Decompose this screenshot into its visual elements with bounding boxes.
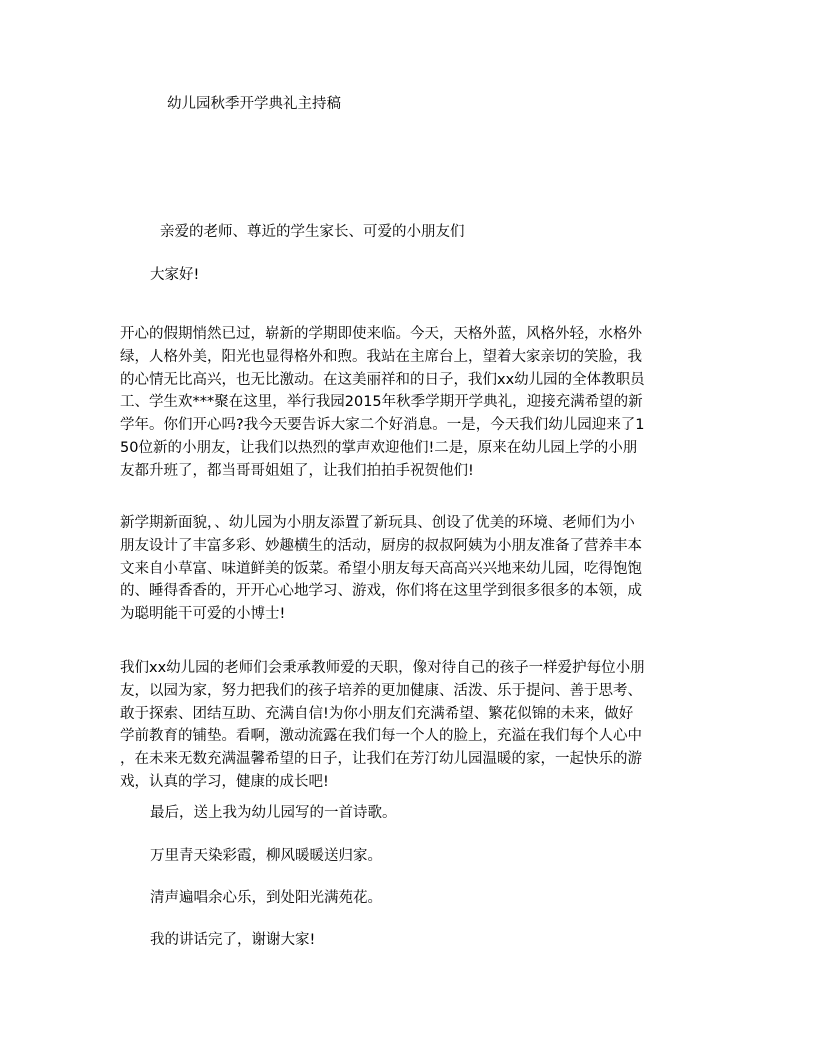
- paragraph-line: 绿，人格外美，阳光也显得格外和煦。我站在主席台上，望着大家亲切的笑脸，我: [120, 348, 642, 365]
- paragraph-line: 工、学生欢***聚在这里，举行我园2015年秋季学期开学典礼，迎接充满希望的新: [120, 394, 643, 411]
- poem-line: 万里青天染彩霞，柳风暖暖送归家。: [150, 848, 382, 864]
- paragraph-opening: [120, 323, 700, 483]
- paragraph-line: 朋友设计了丰富多彩、妙趣横生的活动，厨房的叔叔阿姨为小朋友准备了营养丰本: [120, 537, 642, 554]
- paragraph-line: 戏，认真的学习，健康的成长吧!: [120, 773, 329, 790]
- salutation: 亲爱的老师、尊近的学生家长、可爱的小朋友们: [160, 224, 465, 240]
- paragraph-line: 新学期新面貌，、幼儿园为小朋友添置了新玩具、创设了优美的环境、老师们为小: [120, 515, 635, 531]
- paragraph-line: 的心情无比高兴，也无比激动。在这美丽祥和的日子，我们xx幼儿园的全体教职员: [120, 371, 645, 388]
- greeting: 大家好!: [150, 267, 200, 283]
- paragraph-line: 文来自小草富、味道鲜美的饭菜。希望小朋友每天高高兴兴地来幼儿园，吃得饱饱: [120, 560, 642, 577]
- poem-line: 清声遍唱余心乐，到处阳光满苑花。: [150, 890, 382, 906]
- paragraph-line: 开心的假期悄然已过，崭新的学期即使来临。今天，天格外蓝，风格外轻，水格外: [120, 326, 642, 342]
- paragraph-new-term: [120, 512, 700, 626]
- paragraph-line: 敢于探索、团结互助、充满自信!为你小朋友们充满希望、繁花似锦的未来，做好: [120, 705, 634, 722]
- paragraph-line: 学前教育的铺垫。看啊，激动流露在我们每一个人的脸上，充溢在我们每个人心中: [120, 728, 642, 745]
- paragraph-line: 友，以园为家，努力把我们的孩子培养的更加健康、活泼、乐于提问、善于思考、: [120, 682, 642, 699]
- paragraph-line: 为聪明能干可爱的小博士!: [120, 606, 286, 623]
- paragraph-line: ，在未来无数充满温馨希望的日子，让我们在芳汀幼儿园温暖的家，一起快乐的游: [120, 751, 642, 768]
- paragraph-teachers: [120, 657, 700, 794]
- paragraph-line: 我们xx幼儿园的老师们会秉承教师爱的天职，像对待自己的孩子一样爱护每位小朋: [120, 660, 645, 676]
- paragraph-line: 学年。你们开心吗?我今天要告诉大家二个好消息。一是，今天我们幼儿园迎来了1: [120, 417, 645, 434]
- document-title: 幼儿园秋季开学典礼主持稿: [167, 96, 341, 112]
- paragraph-line: 的、睡得香香的，开开心心地学习、游戏，你们将在这里学到很多很多的本领，成: [120, 583, 642, 600]
- closing-thanks: 我的讲话完了，谢谢大家!: [150, 932, 316, 948]
- paragraph-line: 50位新的小朋友，让我们以热烈的掌声欢迎他们!二是，原来在幼儿园上学的小朋: [120, 439, 638, 456]
- paragraph-line: 友都升班了，都当哥哥姐姐了，让我们拍拍手祝贺他们!: [120, 462, 474, 479]
- closing-intro: 最后，送上我为幼儿园写的一首诗歌。: [150, 805, 397, 821]
